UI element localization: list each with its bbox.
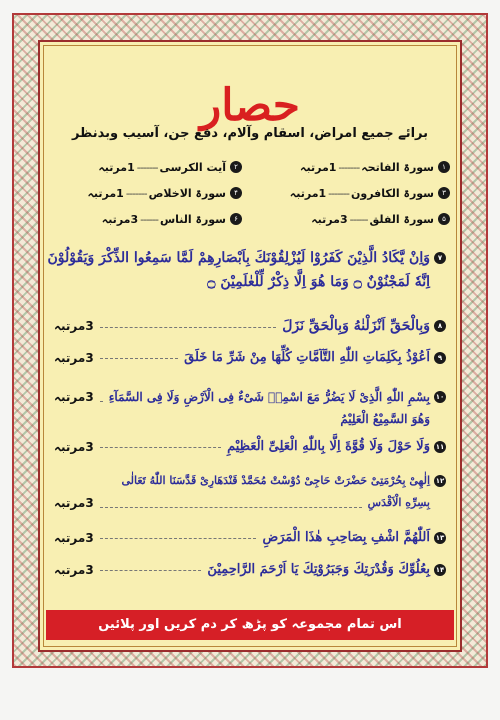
surah-item: ۴ سورۃ الاخلاص ------- 1مرتبہ — [50, 187, 242, 200]
instruction-banner: اس تمام مجموعہ کو پڑھ کر دم کریں اور پلائیں — [46, 610, 454, 640]
verse-10: ۱۰ بِسْمِ اللّٰهِ الَّذِیْ لَا یَضُرُّ مَعَ اسْمِهٖ شَیْءٌ فِی الْاَرْضِ وَلَا فِی السَّمَآءِ 3مرتبہ وَهُوَ السَّمِیْعُ الْعَلِیْمُ — [54, 390, 445, 426]
surah-item: ۳ سورۃ الکافرون ------- 1مرتبہ — [258, 187, 450, 200]
page-title: حصار — [199, 80, 300, 131]
item-number: ۴ — [230, 187, 242, 199]
surah-grid — [50, 154, 450, 232]
dotted-leader — [100, 326, 277, 328]
item-number: ۲ — [230, 161, 242, 173]
surah-item: ۱ سورۃ الفاتحہ ------- 1مرتبہ — [258, 161, 450, 174]
dotted-leader — [100, 446, 221, 448]
dotted-leader — [100, 569, 202, 571]
surah-item: ۲ آیت الکرسی ------- 1مرتبہ — [50, 161, 242, 174]
item-number: ۳ — [438, 187, 450, 199]
dotted-leader — [100, 506, 362, 508]
document-page — [38, 40, 462, 652]
item-number: ۶ — [230, 213, 242, 225]
item-number: ۵ — [438, 213, 450, 225]
dotted-leader — [100, 357, 178, 359]
verse-11: ۱۱ وَلَا حَوْلَ وَلَا قُوَّةَ اِلَّا بِاللّٰهِ الْعَلِیِّ الْعَظِیْمِ 3مرتبہ — [54, 439, 445, 454]
verse-12: ۱۲ اِلٰهِیْ بِحُرْمَتِیْ حَضْرَتْ حَاجِیْ دُوْسْتْ مُحَمَّدْ قَنْدَهَارِیْ قَدَّسَنَا اللّٰهُ تَعَالٰی بِسِرِّهِ الْاَقْدَسِ 3مرتبہ — [54, 474, 445, 510]
verse-14: ۱۴ بِعُلُوِّكَ وَقُدْرَتِكَ وَجَبَرُوْتِكَ یَا اَرْحَمَ الرَّاحِمِیْنَ 3مرتبہ — [54, 562, 445, 577]
verse-9: ۹ اَعُوْذُ بِكَلِمَاتِ اللّٰهِ التَّآمَّاتِ كُلِّهَا مِنْ شَرِّ مَا خَلَقَ 3مرتبہ — [54, 350, 446, 365]
dotted-leader — [100, 537, 257, 539]
verse-8: ۸ وَبِالْحَقِّ اَنْزَلْنٰهُ وَبِالْحَقِّ نَزَلَ 3مرتبہ — [54, 318, 446, 334]
page-subtitle: برائے جمیع امراض، اسقام وآلام، دفع جن، آسیب وبدنظر — [71, 126, 429, 141]
surah-item: ۵ سورۃ الفلق ------ 3مرتبہ — [258, 213, 450, 226]
item-number: ۱ — [438, 161, 450, 173]
dotted-leader — [100, 400, 103, 402]
surah-item: ۶ سورۃ الناس ------ 3مرتبہ — [50, 213, 242, 226]
verse-7: ۷ وَاِنْ یَّكَادُ الَّذِیْنَ كَفَرُوْا لَیُزْلِقُوْنَكَ بِاَبْصَارِهِمْ لَمَّا سَمِعُوا الذِّكْرَ وَیَقُوْلُوْنَ اِنَّهٗ لَمَجْنُوْنٌ ۝ وَمَا هُوَ اِلَّا ذِكْرٌ لِّلْعٰلَمِیْنَ ۝ — [54, 246, 446, 294]
verse-13: ۱۳ اَللّٰهُمَّ اشْفِ بِصَاحِبِ هٰذَا الْمَرَضِ 3مرتبہ — [54, 530, 445, 545]
